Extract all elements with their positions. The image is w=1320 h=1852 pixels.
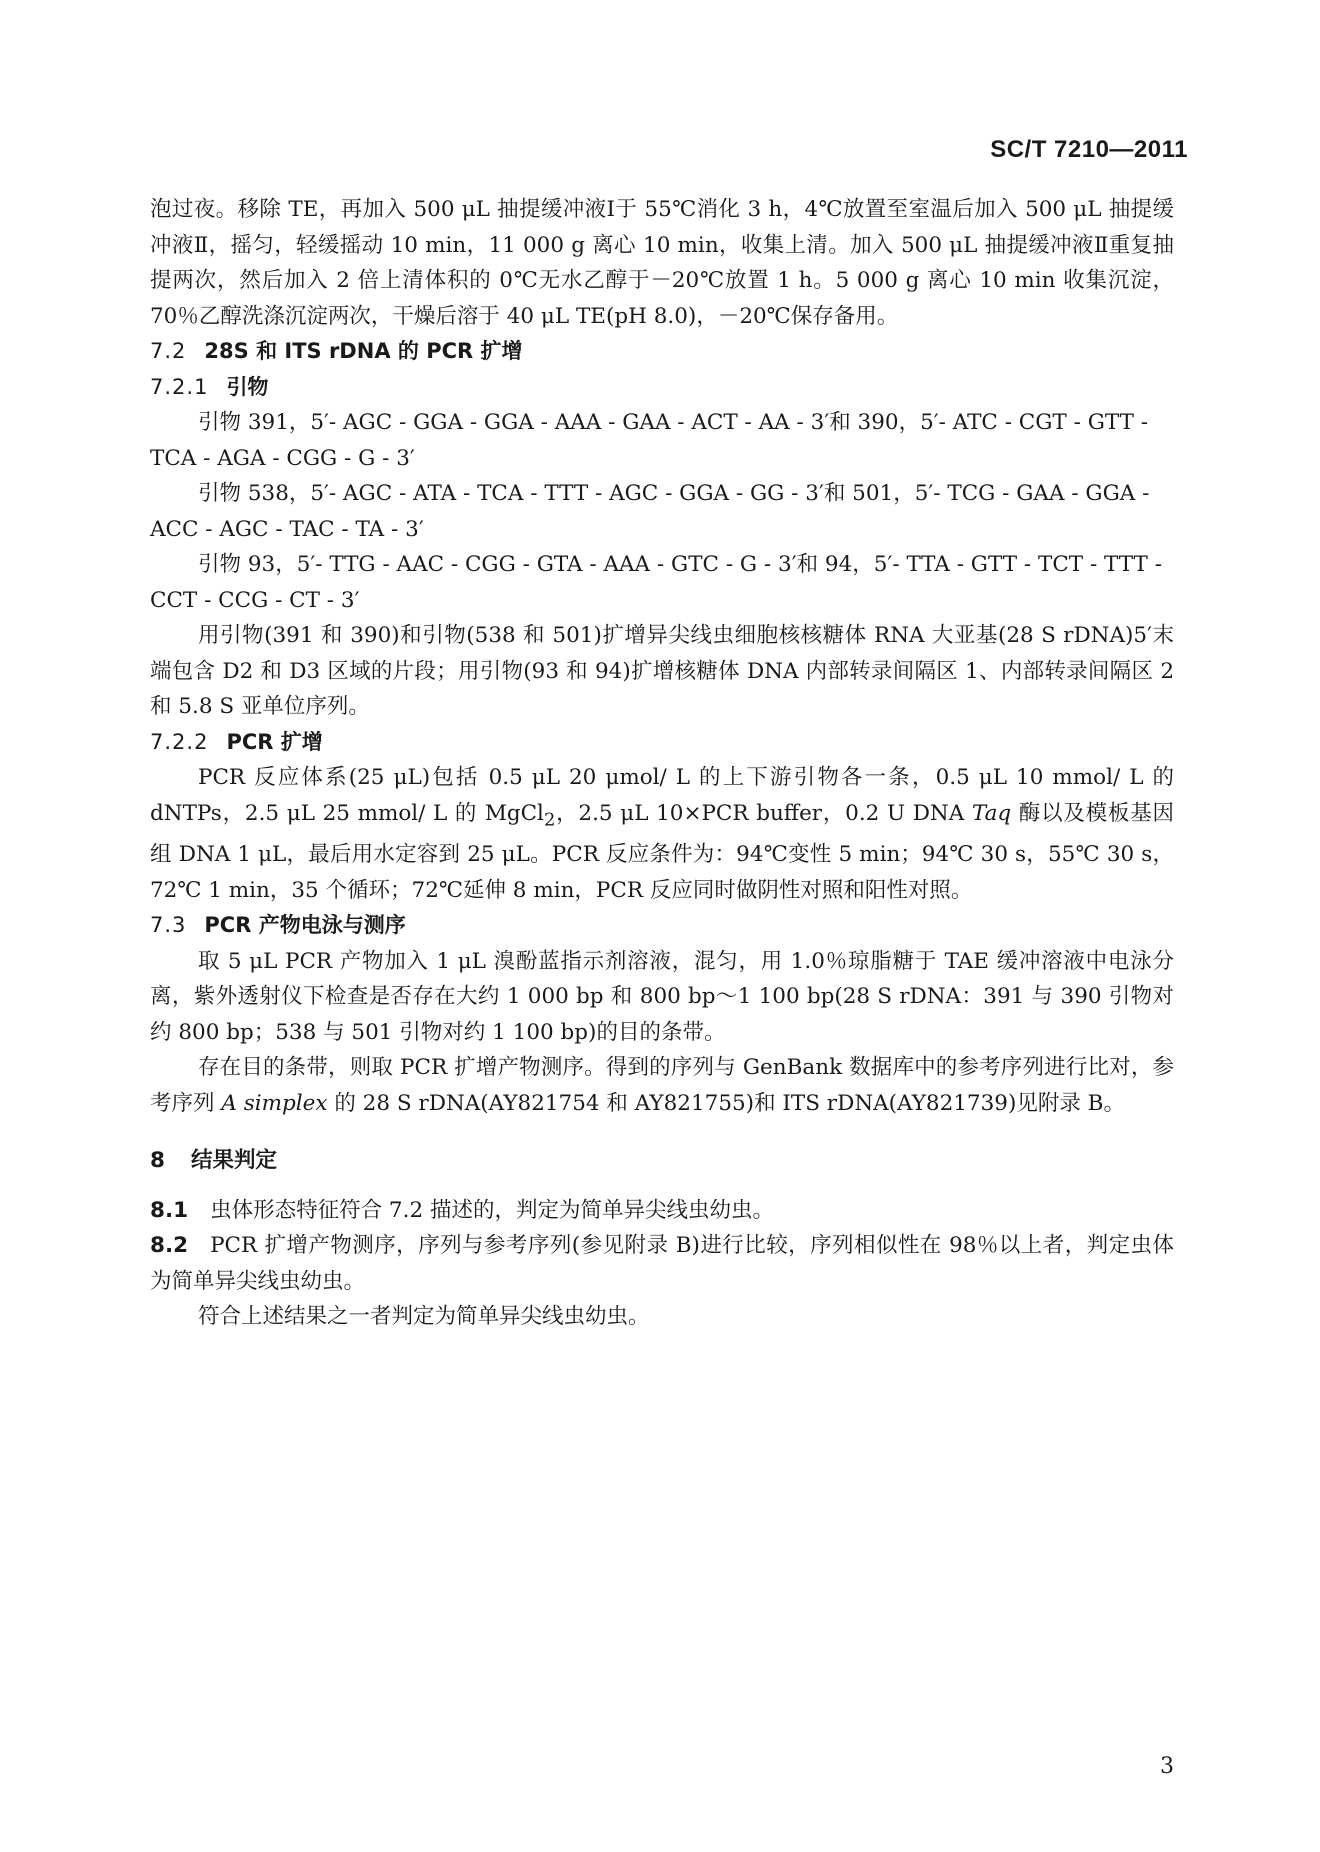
- section-title: 引物: [226, 374, 269, 399]
- section-7-2-2-heading: [150, 725, 1174, 761]
- section-number: 7.2: [150, 339, 187, 363]
- clause-8-2: [150, 1228, 1174, 1299]
- section-7-2-heading: [150, 334, 1174, 370]
- section-title: PCR 产物电泳与测序: [204, 913, 406, 938]
- mgcl-subscript: 2: [543, 808, 556, 830]
- pcr-text-mid: ，2.5 μL 10×PCR buffer，0.2 U DNA: [555, 800, 972, 826]
- section-8-heading: [150, 1143, 1174, 1179]
- sequencing-paragraph: [150, 1050, 1174, 1121]
- primer-list: [150, 405, 1174, 618]
- section-number: 8: [150, 1148, 165, 1174]
- species-italic: A simplex: [221, 1090, 328, 1116]
- primer-line: 引物 391，5′- AGC - GGA - GGA - AAA - GAA - ACT - AA - 3′和 390，5′- ATC - CGT - GTT -: [198, 410, 1149, 435]
- primer-line: 引物 93，5′- TTG - AAC - CGG - GTA - AAA - GTC - G - 3′和 94，5′- TTA - GTT - TCT - TTT -: [198, 552, 1162, 577]
- sequencing-text-end: 的 28 S rDNA(AY821754 和 AY821755)和 ITS rDNA(AY821739)见附录 B。: [327, 1090, 1125, 1116]
- intro-paragraph: 泡过夜。移除 TE，再加入 500 μL 抽提缓冲液Ⅰ于 55℃消化 3 h，4℃放置至室温后加入 500 μL 抽提缓冲液Ⅱ，摇匀，轻缓摇动 10 min，11 000 g 离心 10 min，收集上清。加入 500 μL 抽提缓冲液Ⅱ重复抽提两次，然后加入 2 倍上清体积的 0℃无水乙醇于－20℃放置 1 h。5 000 g 离心 10 min 收集沉淀，70％乙醇洗涤沉淀两次，干燥后溶于 40 μL TE(pH 8.0)，－20℃保存备用。: [150, 197, 1174, 329]
- clause-number: 8.1: [150, 1197, 189, 1223]
- primer-usage-paragraph: 用引物(391 和 390)和引物(538 和 501)扩增异尖线虫细胞核核糖体 RNA 大亚基(28 S rDNA)5′末端包含 D2 和 D3 区域的片段；用引物(93 和 94)扩增核糖体 DNA 内部转录间隔区 1、内部转录间隔区 2 和 5.8 S 亚单位序列。: [150, 623, 1174, 719]
- taq-italic: Taq: [971, 800, 1012, 826]
- primer-line: ACC - AGC - TAC - TA - 3′: [150, 516, 424, 542]
- page-number: 3: [1160, 1754, 1174, 1779]
- conclusion-paragraph: 符合上述结果之一者判定为简单异尖线虫幼虫。: [198, 1304, 650, 1330]
- section-number: 7.2.1: [150, 374, 209, 399]
- pcr-paragraph: [150, 760, 1174, 908]
- clause-8-1: [150, 1193, 1174, 1229]
- primer-line: CCT - CCG - CT - 3′: [150, 587, 360, 613]
- sequencing-text-start: 存在目的条带，则取 PCR 扩增产物测序。得到的序列与 GenBank 数据库中的参考序列进行比对，参考序列: [150, 1055, 1174, 1116]
- pcr-text-start: PCR 反应体系(25 μL)包括 0.5 μL 20 μmol/ L 的上下游引物各一条，0.5 μL 10 mmol/ L 的 dNTPs，2.5 μL 25 mmol/ L 的 MgCl: [150, 765, 1174, 826]
- section-title: 结果判定: [190, 1148, 277, 1174]
- section-title: 28S 和 ITS rDNA 的 PCR 扩增: [204, 339, 523, 363]
- primer-line: 引物 538，5′- AGC - ATA - TCA - TTT - AGC - GGA - GG - 3′和 501，5′- TCG - GAA - GGA -: [198, 481, 1150, 506]
- clause-number: 8.2: [150, 1233, 189, 1259]
- primer-line: TCA - AGA - CGG - G - 3′: [150, 445, 415, 471]
- clause-text: 虫体形态特征符合 7.2 描述的，判定为简单异尖线虫幼虫。: [210, 1197, 774, 1223]
- document-body: [150, 192, 1174, 1335]
- section-number: 7.3: [150, 913, 187, 938]
- standard-code-header: SC/T 7210—2011: [990, 136, 1188, 163]
- section-title: PCR 扩增: [226, 729, 323, 754]
- pcr-text-end: 酶以及模板基因组 DNA 1 μL，最后用水定容到 25 μL。PCR 反应条件为：94℃变性 5 min；94℃ 30 s，55℃ 30 s，72℃ 1 min，35 个循环；72℃延伸 8 min，PCR 反应同时做阴性对照和阳性对照。: [150, 800, 1175, 903]
- clause-text: PCR 扩增产物测序，序列与参考序列(参见附录 B)进行比较，序列相似性在 98％以上者，判定虫体为简单异尖线虫幼虫。: [150, 1233, 1174, 1294]
- section-7-2-1-heading: [150, 370, 1174, 406]
- section-7-3-heading: [150, 908, 1174, 944]
- electrophoresis-paragraph: 取 5 μL PCR 产物加入 1 μL 溴酚蓝指示剂溶液，混匀，用 1.0％琼脂糖于 TAE 缓冲溶液中电泳分离，紫外透射仪下检查是否存在大约 1 000 bp 和 800 bp～1 100 bp(28 S rDNA：391 与 390 引物对约 800 bp；538 与 501 引物对约 1 100 bp)的目的条带。: [150, 948, 1174, 1045]
- section-number: 7.2.2: [150, 729, 209, 754]
